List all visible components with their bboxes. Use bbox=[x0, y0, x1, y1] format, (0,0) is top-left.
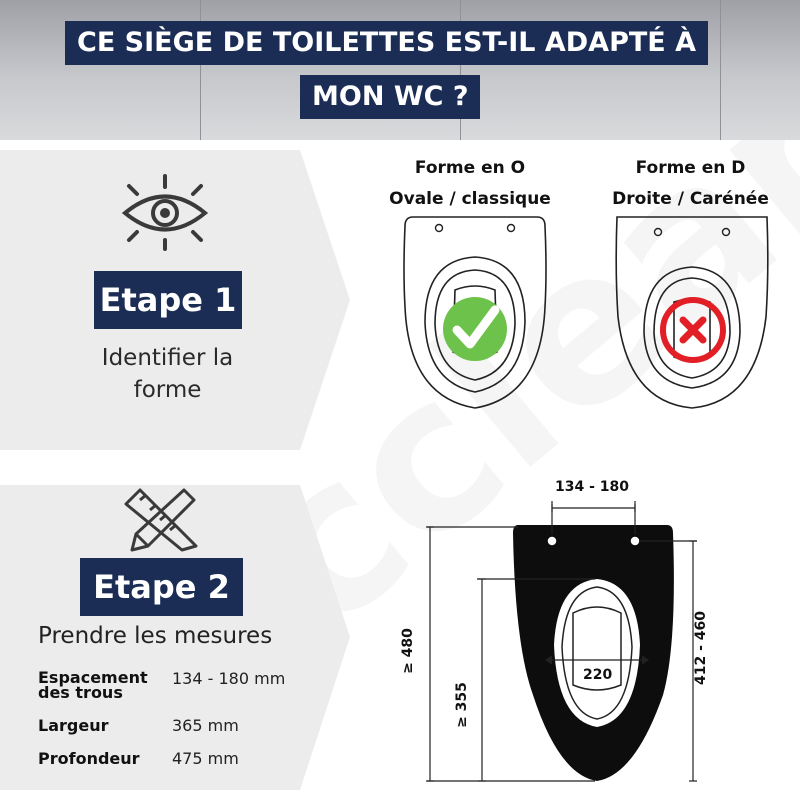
d-seat-illustration bbox=[612, 212, 772, 412]
inner-width-dimension: 220 bbox=[583, 667, 613, 683]
shape-d-title-line2: Droite / Carénée bbox=[612, 189, 769, 209]
measure-label-hole-spacing bbox=[38, 670, 148, 700]
dimension-diagram bbox=[415, 495, 715, 795]
cross-icon bbox=[683, 320, 703, 340]
measure-label-width: Largeur bbox=[38, 716, 109, 735]
measure-value-width: 365 mm bbox=[172, 716, 239, 735]
measure-value-depth: 475 mm bbox=[172, 749, 239, 768]
measure-label-hole-spacing-line1: Espacement bbox=[38, 668, 148, 687]
step1-description-line1: Identifier la bbox=[101, 345, 234, 371]
step1-description-line2: forme bbox=[133, 377, 202, 403]
hole-to-front-dimension: ≥ 355 bbox=[454, 682, 470, 728]
step2-badge: Etape 2 bbox=[80, 558, 243, 616]
eye-icon bbox=[115, 170, 215, 252]
measure-label-hole-spacing-line2: des trous bbox=[38, 683, 123, 702]
shape-o-title-line1: Forme en O bbox=[414, 158, 526, 178]
hole-spacing-dimension: 134 - 180 bbox=[555, 479, 630, 495]
oval-seat-illustration bbox=[395, 212, 555, 412]
header-banner bbox=[0, 0, 800, 140]
step1-description bbox=[60, 342, 275, 406]
measure-label-depth: Profondeur bbox=[38, 749, 140, 768]
step2-subtitle: Prendre les mesures bbox=[38, 623, 273, 649]
shape-d-title bbox=[593, 153, 788, 215]
shape-o-title-line2: Ovale / classique bbox=[389, 189, 551, 209]
step1-badge: Etape 1 bbox=[94, 271, 242, 329]
right-depth-dimension: 412 - 460 bbox=[693, 611, 709, 686]
measure-value-hole-spacing: 134 - 180 mm bbox=[172, 669, 286, 688]
ruler-pencil-icon bbox=[118, 486, 203, 554]
page-title-line2: MON WC ? bbox=[300, 75, 480, 119]
shape-o-title bbox=[365, 153, 575, 215]
total-depth-dimension: ≥ 480 bbox=[400, 628, 416, 674]
page-title-line1: CE SIÈGE DE TOILETTES EST-IL ADAPTÉ À bbox=[65, 21, 708, 65]
shape-d-title-line1: Forme en D bbox=[635, 158, 746, 178]
